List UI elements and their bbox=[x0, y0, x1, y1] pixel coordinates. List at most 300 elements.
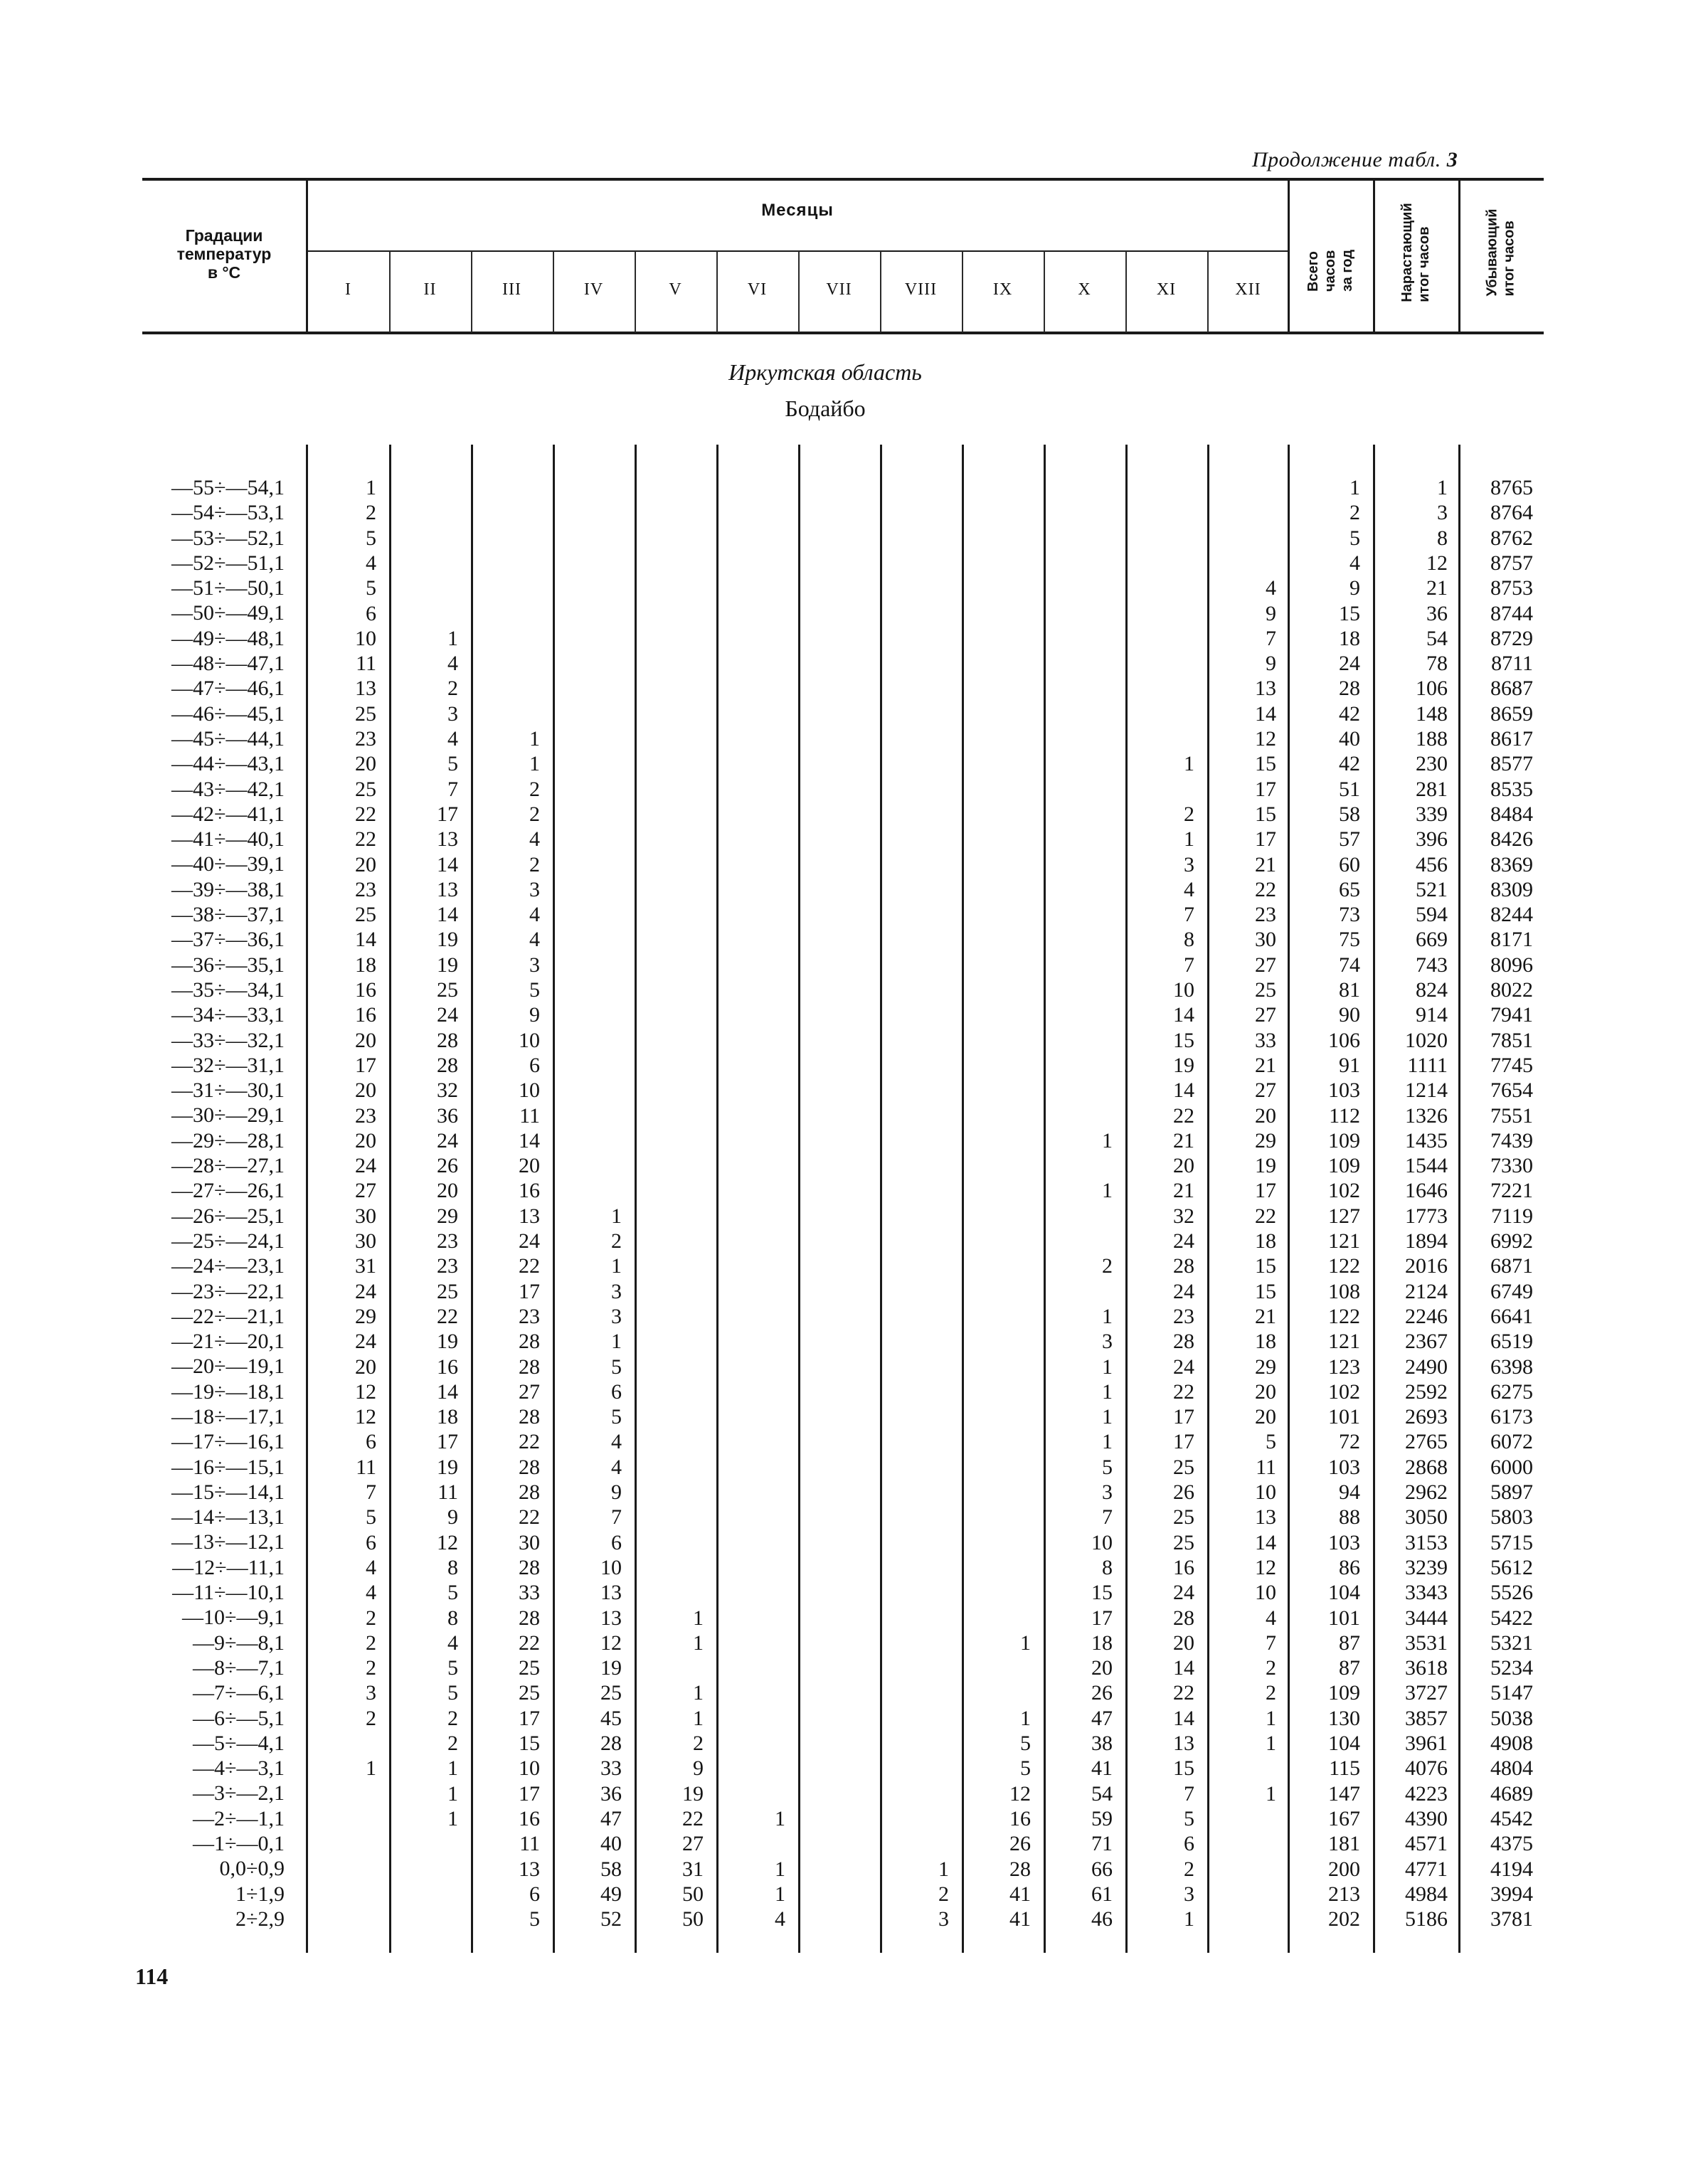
cumulative-cell: 281 bbox=[1416, 777, 1448, 801]
month-cell: 28 bbox=[519, 1455, 540, 1479]
decreasing-cell: 6992 bbox=[1490, 1229, 1533, 1253]
month-cell: 6 bbox=[366, 1530, 376, 1554]
total-cell: 103 bbox=[1328, 1455, 1360, 1479]
month-cell: 21 bbox=[1255, 852, 1276, 876]
month-cell: 2 bbox=[1266, 1681, 1276, 1705]
decreasing-cell: 8484 bbox=[1490, 802, 1533, 826]
cumulative-cell: 339 bbox=[1416, 802, 1448, 826]
decreasing-cell: 8744 bbox=[1490, 601, 1533, 625]
month-cell: 1 bbox=[1184, 1907, 1194, 1931]
month-cell: 2 bbox=[366, 501, 376, 525]
gradation-cell: —4÷—3,1 bbox=[193, 1756, 285, 1781]
month-cell: 14 bbox=[1173, 1003, 1194, 1027]
decreasing-cell: 7119 bbox=[1491, 1204, 1533, 1228]
months-header: Месяцы bbox=[761, 201, 834, 220]
month-cell: 5 bbox=[611, 1405, 622, 1429]
gradation-cell: —47÷—46,1 bbox=[171, 677, 285, 701]
month-cell: 28 bbox=[437, 1028, 458, 1052]
cumulative-cell: 1544 bbox=[1405, 1154, 1448, 1178]
month-cell: 4 bbox=[529, 903, 540, 927]
month-cell: 1 bbox=[775, 1882, 785, 1906]
gradation-cell: 2÷2,9 bbox=[235, 1907, 285, 1931]
gradation-cell: —14÷—13,1 bbox=[171, 1505, 285, 1530]
gradation-cell: —50÷—49,1 bbox=[171, 601, 285, 625]
month-cell: 2 bbox=[1184, 802, 1194, 826]
month-cell: 14 bbox=[1173, 1656, 1194, 1680]
month-cell: 1 bbox=[611, 1330, 622, 1354]
column-divider bbox=[1458, 445, 1460, 1953]
decreasing-cell: 8535 bbox=[1490, 777, 1533, 801]
month-cell: 2 bbox=[447, 1706, 458, 1730]
decreasing-cell: 8757 bbox=[1490, 551, 1533, 575]
total-cell: 90 bbox=[1339, 1003, 1360, 1027]
month-cell: 28 bbox=[519, 1555, 540, 1579]
month-cell: 28 bbox=[519, 1330, 540, 1354]
month-cell: 21 bbox=[1255, 1304, 1276, 1328]
cumulative-cell: 2367 bbox=[1405, 1330, 1448, 1354]
month-cell: 10 bbox=[1255, 1480, 1276, 1504]
decreasing-cell: 8659 bbox=[1490, 701, 1533, 726]
month-cell: 17 bbox=[1173, 1430, 1194, 1454]
total-cell: 147 bbox=[1328, 1781, 1360, 1806]
month-cell: 10 bbox=[355, 626, 376, 650]
month-cell: 20 bbox=[1255, 1103, 1276, 1128]
month-cell: 28 bbox=[600, 1732, 622, 1755]
month-cell: 1 bbox=[1102, 1379, 1113, 1404]
decreasing-header-label: Убывающий итог часов bbox=[1485, 208, 1518, 297]
gradation-cell: —43÷—42,1 bbox=[171, 777, 285, 801]
month-cell: 19 bbox=[600, 1656, 622, 1680]
month-cell: 19 bbox=[1173, 1053, 1194, 1077]
gradation-cell: —9÷—8,1 bbox=[193, 1631, 285, 1655]
decreasing-cell: 6072 bbox=[1490, 1430, 1533, 1454]
month-cell: 11 bbox=[1256, 1455, 1276, 1479]
month-cell: 9 bbox=[1266, 652, 1276, 676]
month-cell: 17 bbox=[1255, 827, 1276, 852]
cumulative-cell: 2246 bbox=[1405, 1304, 1448, 1328]
gradation-cell: —30÷—29,1 bbox=[171, 1103, 285, 1128]
month-cell: 5 bbox=[447, 1581, 458, 1605]
month-header-V: V bbox=[669, 280, 682, 299]
month-cell: 25 bbox=[519, 1656, 540, 1680]
cumulative-cell: 4390 bbox=[1405, 1806, 1448, 1830]
month-cell: 1 bbox=[775, 1806, 785, 1830]
cumulative-cell: 3727 bbox=[1405, 1681, 1448, 1705]
month-cell: 3 bbox=[447, 701, 458, 726]
month-cell: 33 bbox=[1255, 1028, 1276, 1052]
month-cell: 20 bbox=[1091, 1656, 1113, 1680]
total-cell: 167 bbox=[1328, 1806, 1360, 1830]
month-cell: 29 bbox=[437, 1204, 458, 1228]
month-cell: 25 bbox=[1173, 1455, 1194, 1479]
month-cell: 1 bbox=[529, 752, 540, 776]
gradation-header: Градации температур в °C bbox=[176, 226, 272, 282]
cumulative-cell: 1773 bbox=[1405, 1204, 1448, 1228]
month-cell: 9 bbox=[529, 1003, 540, 1027]
total-cell: 91 bbox=[1339, 1053, 1360, 1077]
month-cell: 38 bbox=[1091, 1732, 1113, 1755]
total-cell: 86 bbox=[1339, 1555, 1360, 1579]
month-cell: 20 bbox=[1173, 1154, 1194, 1178]
column-divider bbox=[635, 445, 637, 1953]
month-cell: 22 bbox=[1255, 1204, 1276, 1228]
cumulative-cell: 456 bbox=[1416, 852, 1448, 876]
cumulative-cell: 106 bbox=[1416, 677, 1448, 701]
month-cell: 4 bbox=[1266, 1606, 1276, 1630]
table-number: 3 bbox=[1446, 148, 1458, 171]
month-cell: 3 bbox=[529, 877, 540, 901]
month-cell: 21 bbox=[1255, 1053, 1276, 1077]
total-cell: 130 bbox=[1328, 1706, 1360, 1730]
decreasing-cell: 6749 bbox=[1490, 1279, 1533, 1303]
month-cell: 3 bbox=[611, 1304, 622, 1328]
month-cell: 15 bbox=[1091, 1581, 1113, 1605]
month-cell: 22 bbox=[355, 802, 376, 826]
month-cell: 14 bbox=[1255, 1530, 1276, 1554]
gradation-cell: —18÷—17,1 bbox=[171, 1404, 285, 1428]
cumulative-cell: 4571 bbox=[1405, 1832, 1448, 1856]
decreasing-cell: 5612 bbox=[1490, 1555, 1533, 1579]
decreasing-cell: 5422 bbox=[1490, 1606, 1533, 1630]
total-cell: 122 bbox=[1328, 1254, 1360, 1278]
month-cell: 7 bbox=[447, 777, 458, 801]
total-cell: 202 bbox=[1328, 1907, 1360, 1931]
month-cell: 4 bbox=[529, 928, 540, 952]
cumulative-cell: 78 bbox=[1426, 652, 1448, 676]
month-cell: 50 bbox=[682, 1907, 704, 1931]
gradation-cell: —2÷—1,1 bbox=[193, 1806, 285, 1830]
month-cell: 20 bbox=[355, 1355, 376, 1379]
month-cell: 22 bbox=[1173, 1103, 1194, 1128]
month-cell: 20 bbox=[1255, 1405, 1276, 1429]
decreasing-cell: 6275 bbox=[1490, 1379, 1533, 1404]
decreasing-header bbox=[1462, 181, 1540, 324]
month-cell: 41 bbox=[1009, 1907, 1031, 1931]
month-cell: 8 bbox=[1184, 928, 1194, 952]
month-cell: 4 bbox=[775, 1907, 785, 1931]
month-cell: 30 bbox=[355, 1204, 376, 1228]
month-cell: 22 bbox=[519, 1430, 540, 1454]
month-cell: 9 bbox=[611, 1480, 622, 1504]
month-cell: 3 bbox=[366, 1681, 376, 1705]
month-cell: 15 bbox=[1255, 1254, 1276, 1278]
month-cell: 24 bbox=[519, 1229, 540, 1253]
cumulative-cell: 2490 bbox=[1405, 1355, 1448, 1379]
month-cell: 52 bbox=[600, 1907, 622, 1931]
decreasing-cell: 8244 bbox=[1490, 903, 1533, 927]
month-cell: 20 bbox=[355, 852, 376, 876]
month-cell: 23 bbox=[1173, 1304, 1194, 1328]
decreasing-cell: 4375 bbox=[1490, 1832, 1533, 1856]
month-cell: 22 bbox=[682, 1806, 704, 1830]
cumulative-cell: 2016 bbox=[1405, 1254, 1448, 1278]
month-cell: 20 bbox=[1255, 1379, 1276, 1404]
month-cell: 20 bbox=[437, 1179, 458, 1203]
month-cell: 1 bbox=[1102, 1355, 1113, 1379]
month-cell: 33 bbox=[519, 1581, 540, 1605]
month-cell: 19 bbox=[437, 953, 458, 977]
month-cell: 17 bbox=[1255, 1179, 1276, 1203]
month-cell: 6 bbox=[529, 1053, 540, 1077]
month-cell: 1 bbox=[611, 1204, 622, 1228]
total-cell: 106 bbox=[1328, 1028, 1360, 1052]
month-cell: 22 bbox=[355, 827, 376, 852]
cumulative-cell: 1894 bbox=[1405, 1229, 1448, 1253]
header-vline-total bbox=[1373, 179, 1375, 333]
month-cell: 26 bbox=[437, 1154, 458, 1178]
month-cell: 30 bbox=[355, 1229, 376, 1253]
month-cell: 14 bbox=[437, 903, 458, 927]
month-cell: 13 bbox=[1255, 677, 1276, 701]
total-cell: 121 bbox=[1328, 1229, 1360, 1253]
month-cell: 7 bbox=[1266, 626, 1276, 650]
month-cell: 20 bbox=[355, 752, 376, 776]
month-cell: 20 bbox=[355, 1128, 376, 1152]
month-cell: 5 bbox=[447, 1681, 458, 1705]
gradation-cell: —49÷—48,1 bbox=[171, 626, 285, 650]
decreasing-cell: 5234 bbox=[1490, 1656, 1533, 1680]
gradation-cell: 0,0÷0,9 bbox=[219, 1857, 285, 1881]
total-cell: 65 bbox=[1339, 877, 1360, 901]
gradation-cell: —8÷—7,1 bbox=[193, 1655, 285, 1680]
table-top-rule bbox=[142, 178, 1544, 181]
gradation-cell: —11÷—10,1 bbox=[172, 1581, 285, 1605]
total-cell: 108 bbox=[1328, 1279, 1360, 1303]
total-cell: 103 bbox=[1328, 1078, 1360, 1103]
month-cell: 24 bbox=[1173, 1355, 1194, 1379]
month-cell: 11 bbox=[519, 1832, 540, 1856]
cumulative-cell: 148 bbox=[1416, 701, 1448, 726]
total-cell: 102 bbox=[1328, 1379, 1360, 1404]
continuation-title bbox=[1252, 148, 1551, 172]
month-cell: 4 bbox=[529, 827, 540, 852]
decreasing-cell: 8729 bbox=[1490, 626, 1533, 650]
gradation-cell: —44÷—43,1 bbox=[171, 752, 285, 776]
gradation-cell: —23÷—22,1 bbox=[171, 1279, 285, 1303]
month-cell: 13 bbox=[519, 1204, 540, 1228]
gradation-cell: —36÷—35,1 bbox=[171, 953, 285, 977]
month-cell: 2 bbox=[529, 777, 540, 801]
cumulative-cell: 669 bbox=[1416, 928, 1448, 952]
month-cell: 26 bbox=[1173, 1480, 1194, 1504]
cumulative-cell: 3153 bbox=[1405, 1530, 1448, 1554]
month-cell: 10 bbox=[1091, 1530, 1113, 1554]
gradation-cell: —51÷—50,1 bbox=[171, 576, 285, 600]
month-cell: 14 bbox=[519, 1128, 540, 1152]
month-cell: 4 bbox=[1266, 576, 1276, 600]
month-header-X: X bbox=[1078, 280, 1091, 299]
cumulative-cell: 1020 bbox=[1405, 1028, 1448, 1052]
decreasing-cell: 3994 bbox=[1490, 1882, 1533, 1906]
month-cell: 8 bbox=[447, 1555, 458, 1579]
month-cell: 26 bbox=[1091, 1681, 1113, 1705]
cumulative-cell: 3239 bbox=[1405, 1555, 1448, 1579]
total-cell: 109 bbox=[1328, 1128, 1360, 1152]
station-title: Бодайбо bbox=[785, 396, 866, 421]
gradation-cell: —38÷—37,1 bbox=[171, 903, 285, 927]
month-cell: 1 bbox=[1266, 1732, 1276, 1755]
month-cell: 12 bbox=[355, 1379, 376, 1404]
gradation-cell: 1÷1,9 bbox=[235, 1882, 285, 1906]
decreasing-cell: 4908 bbox=[1490, 1732, 1533, 1755]
column-divider bbox=[1044, 445, 1046, 1953]
month-cell: 13 bbox=[437, 827, 458, 852]
month-cell: 15 bbox=[1173, 1028, 1194, 1052]
month-cell: 26 bbox=[1009, 1832, 1031, 1856]
month-cell: 24 bbox=[1173, 1229, 1194, 1253]
month-cell: 20 bbox=[1173, 1631, 1194, 1655]
decreasing-cell: 7654 bbox=[1490, 1078, 1533, 1103]
cumulative-cell: 2868 bbox=[1405, 1455, 1448, 1479]
month-cell: 1 bbox=[611, 1254, 622, 1278]
month-cell: 19 bbox=[437, 928, 458, 952]
month-cell: 2 bbox=[938, 1882, 949, 1906]
month-cell: 22 bbox=[519, 1505, 540, 1530]
month-cell: 7 bbox=[1184, 1781, 1194, 1806]
gradation-cell: —37÷—36,1 bbox=[171, 928, 285, 952]
month-cell: 1 bbox=[447, 626, 458, 650]
cumulative-cell: 54 bbox=[1426, 626, 1448, 650]
column-divider bbox=[389, 445, 391, 1953]
decreasing-cell: 7330 bbox=[1490, 1154, 1533, 1178]
month-cell: 12 bbox=[437, 1530, 458, 1554]
gradation-cell: —19÷—18,1 bbox=[171, 1379, 285, 1404]
month-cell: 6 bbox=[1184, 1832, 1194, 1856]
cumulative-cell: 521 bbox=[1416, 877, 1448, 901]
gradation-cell: —35÷—34,1 bbox=[171, 977, 285, 1002]
month-cell: 23 bbox=[437, 1229, 458, 1253]
month-cell: 45 bbox=[600, 1706, 622, 1730]
month-cell: 1 bbox=[775, 1857, 785, 1881]
month-cell: 28 bbox=[1173, 1254, 1194, 1278]
decreasing-cell: 3781 bbox=[1490, 1907, 1533, 1931]
month-cell: 8 bbox=[447, 1606, 458, 1630]
month-cell: 27 bbox=[1255, 1003, 1276, 1027]
month-cell: 2 bbox=[1102, 1254, 1113, 1278]
decreasing-cell: 8765 bbox=[1490, 476, 1533, 499]
month-cell: 4 bbox=[366, 551, 376, 575]
gradation-cell: —17÷—16,1 bbox=[171, 1430, 285, 1454]
month-cell: 23 bbox=[519, 1304, 540, 1328]
month-cell: 16 bbox=[519, 1806, 540, 1830]
month-cell: 2 bbox=[447, 677, 458, 701]
month-cell: 24 bbox=[355, 1279, 376, 1303]
month-cell: 25 bbox=[1173, 1505, 1194, 1530]
total-cell: 81 bbox=[1339, 978, 1360, 1002]
month-cell: 19 bbox=[437, 1330, 458, 1354]
month-cell: 27 bbox=[519, 1379, 540, 1404]
month-cell: 19 bbox=[437, 1455, 458, 1479]
decreasing-cell: 4689 bbox=[1490, 1781, 1533, 1806]
decreasing-cell: 8309 bbox=[1490, 877, 1533, 901]
month-cell: 1 bbox=[693, 1606, 704, 1630]
decreasing-cell: 6871 bbox=[1490, 1254, 1533, 1278]
month-cell: 28 bbox=[519, 1606, 540, 1630]
month-cell: 1 bbox=[447, 1756, 458, 1781]
cumulative-cell: 2765 bbox=[1405, 1430, 1448, 1454]
decreasing-cell: 8426 bbox=[1490, 827, 1533, 852]
month-cell: 29 bbox=[1255, 1355, 1276, 1379]
gradation-cell: —55÷—54,1 bbox=[171, 476, 285, 499]
month-cell: 10 bbox=[1173, 978, 1194, 1002]
month-cell: 61 bbox=[1091, 1882, 1113, 1906]
gradation-cell: —6÷—5,1 bbox=[193, 1706, 285, 1730]
gradation-cell: —31÷—30,1 bbox=[171, 1078, 285, 1103]
month-cell: 18 bbox=[437, 1405, 458, 1429]
decreasing-cell: 8617 bbox=[1490, 727, 1533, 751]
total-cell: 58 bbox=[1339, 802, 1360, 826]
decreasing-cell: 7745 bbox=[1490, 1053, 1533, 1077]
month-cell: 5 bbox=[447, 752, 458, 776]
month-cell: 15 bbox=[1255, 1279, 1276, 1303]
total-cell: 112 bbox=[1329, 1103, 1360, 1128]
month-cell: 1 bbox=[938, 1857, 949, 1881]
month-cell: 13 bbox=[1173, 1732, 1194, 1755]
month-cell: 66 bbox=[1091, 1857, 1113, 1881]
cumulative-cell: 230 bbox=[1416, 752, 1448, 776]
total-cell: 109 bbox=[1328, 1681, 1360, 1705]
gradation-cell: —12÷—11,1 bbox=[172, 1555, 285, 1579]
month-cell: 18 bbox=[1255, 1229, 1276, 1253]
column-divider bbox=[306, 445, 308, 1953]
cumulative-cell: 1111 bbox=[1407, 1053, 1448, 1077]
month-cell: 10 bbox=[519, 1078, 540, 1103]
total-cell: 4 bbox=[1349, 551, 1360, 575]
month-cell: 29 bbox=[355, 1304, 376, 1328]
month-cell: 1 bbox=[1102, 1304, 1113, 1328]
decreasing-cell: 5038 bbox=[1490, 1706, 1533, 1730]
month-cell: 32 bbox=[1173, 1204, 1194, 1228]
cumulative-cell: 396 bbox=[1416, 827, 1448, 852]
month-cell: 1 bbox=[1266, 1706, 1276, 1730]
decreasing-cell: 8022 bbox=[1490, 978, 1533, 1002]
month-cell: 12 bbox=[600, 1631, 622, 1655]
month-cell: 54 bbox=[1091, 1781, 1113, 1806]
month-header-VII: VII bbox=[826, 280, 852, 299]
month-cell: 15 bbox=[519, 1732, 540, 1755]
month-header-I: I bbox=[345, 280, 351, 299]
month-cell: 16 bbox=[355, 978, 376, 1002]
total-cell: 121 bbox=[1328, 1330, 1360, 1354]
total-cell: 102 bbox=[1328, 1179, 1360, 1203]
month-cell: 5 bbox=[529, 978, 540, 1002]
cumulative-cell: 2962 bbox=[1405, 1480, 1448, 1504]
gradation-cell: —5÷—4,1 bbox=[193, 1731, 285, 1755]
month-cell: 30 bbox=[1255, 928, 1276, 952]
month-cell: 5 bbox=[447, 1656, 458, 1680]
decreasing-cell: 8711 bbox=[1491, 652, 1533, 676]
month-cell: 20 bbox=[519, 1154, 540, 1178]
cumulative-cell: 3 bbox=[1437, 501, 1448, 525]
month-cell: 2 bbox=[366, 1656, 376, 1680]
month-cell: 7 bbox=[611, 1505, 622, 1530]
month-cell: 28 bbox=[519, 1355, 540, 1379]
cumulative-cell: 2124 bbox=[1405, 1279, 1448, 1303]
month-cell: 17 bbox=[519, 1781, 540, 1806]
month-cell: 25 bbox=[355, 777, 376, 801]
month-cell: 13 bbox=[600, 1581, 622, 1605]
gradation-cell: —3÷—2,1 bbox=[193, 1781, 285, 1806]
month-cell: 2 bbox=[529, 802, 540, 826]
month-cell: 36 bbox=[600, 1781, 622, 1806]
cumulative-cell: 3444 bbox=[1405, 1606, 1448, 1630]
month-header-II: II bbox=[423, 280, 437, 299]
month-cell: 32 bbox=[437, 1078, 458, 1103]
month-cell: 10 bbox=[519, 1028, 540, 1052]
gradation-cell: —21÷—20,1 bbox=[171, 1330, 285, 1354]
month-cell: 25 bbox=[600, 1681, 622, 1705]
month-cell: 5 bbox=[1020, 1732, 1031, 1755]
